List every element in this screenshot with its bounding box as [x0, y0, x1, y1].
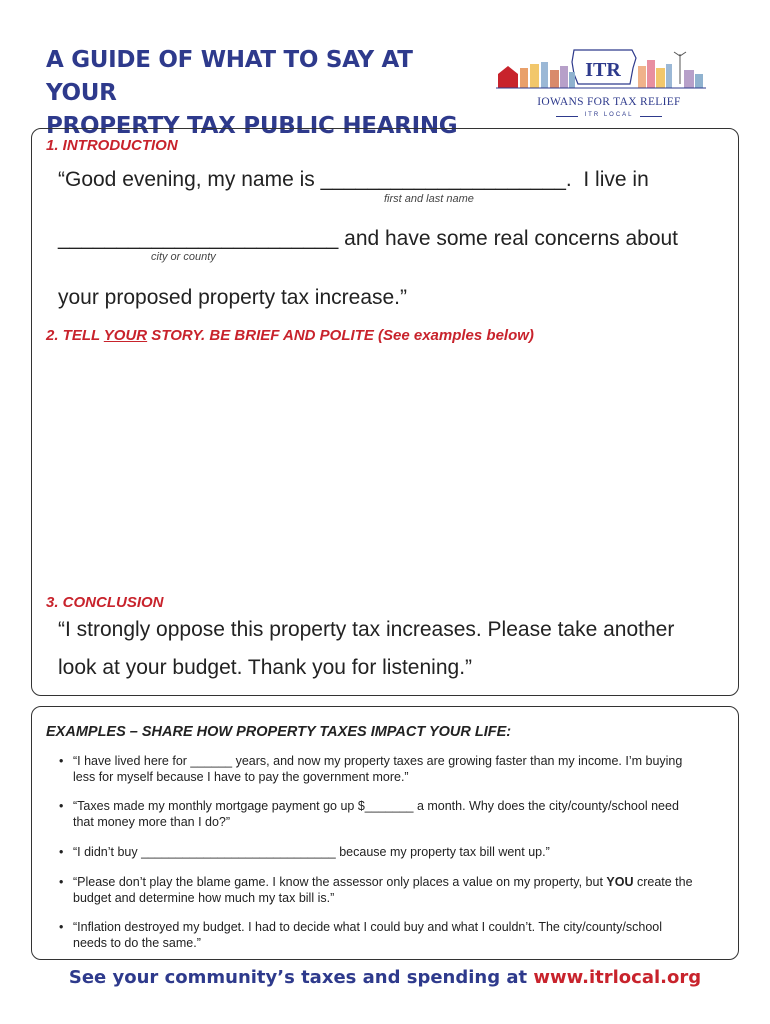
footer-link[interactable]: www.itrlocal.org — [533, 967, 702, 988]
example-4-post: create the — [633, 875, 693, 889]
example-item: • “Taxes made my monthly mortgage payment go up $_______ a month. Why does the city/county/school need that money more than I do?” — [62, 798, 712, 830]
example-1-line-1: “I have lived here for ______ years, and now my property taxes are growing faster than my income. I’m buying — [73, 754, 683, 768]
example-3-line-1: “I didn’t buy ____________________________ because my property tax bill went up.” — [73, 845, 550, 859]
example-2-line-1: “Taxes made my monthly mortgage payment go up $_______ a month. Why does the city/county/school need — [73, 799, 679, 813]
logo-text: ITR — [585, 59, 621, 81]
story-heading-pre: 2. TELL — [46, 327, 104, 344]
example-5-line-2: needs to do the same.” — [73, 936, 201, 950]
title-line-1: A GUIDE OF WHAT TO SAY AT YOUR — [46, 47, 413, 106]
footer — [0, 967, 770, 988]
story-heading — [46, 327, 534, 344]
example-item: • “I didn’t buy ____________________________ because my property tax bill went up.” — [62, 844, 712, 860]
example-item: • “I have lived here for ______ years, and now my property taxes are growing faster than my income. I’m buying less for myself because I have to pay the government more.” — [62, 753, 712, 785]
example-2-line-2: that money more than I do?” — [73, 815, 231, 829]
intro-line-3: your proposed property tax increase.” — [58, 286, 408, 309]
introduction-heading: 1. INTRODUCTION — [46, 137, 178, 154]
title-line-2: PROPERTY TAX PUBLIC HEARING — [46, 113, 458, 139]
conclusion-line-1: “I strongly oppose this property tax increases. Please take another — [58, 618, 675, 641]
intro-line-2: ________________________ and have some real concerns about — [58, 227, 679, 250]
conclusion-heading: 3. CONCLUSION — [46, 594, 164, 611]
example-4-pre: “Please don’t play the blame game. I know the assessor only places a value on my property, but — [73, 875, 607, 889]
story-writing-area[interactable] — [46, 352, 726, 588]
example-4-line-1 — [73, 874, 712, 890]
example-item: • “Inflation destroyed my budget. I had to decide what I could buy and what I couldn’t. The city/county/school needs to do the same.” — [62, 919, 712, 951]
logo-tagline: ITR LOCAL — [556, 112, 662, 118]
logo-name: IOWANS FOR TAX RELIEF — [537, 96, 681, 108]
hint-city-county: city or county — [151, 251, 216, 263]
skyline-logo-graphic — [496, 44, 706, 96]
example-4-bold: YOU — [606, 875, 634, 889]
hint-first-last-name: first and last name — [384, 193, 474, 205]
example-4-line-2: budget and determine how much my tax bill is.” — [73, 891, 335, 905]
story-heading-post: STORY. BE BRIEF AND POLITE (See examples below) — [147, 327, 534, 344]
example-item: • “Please don’t play the blame game. I know the assessor only places a value on my property, but YOU create the budget and determine how much my tax bill is.” — [62, 874, 712, 906]
examples-heading: EXAMPLES – SHARE HOW PROPERTY TAXES IMPACT YOUR LIFE: — [46, 724, 512, 740]
example-5-line-1: “Inflation destroyed my budget. I had to decide what I could buy and what I couldn’t. The city/county/school — [73, 920, 663, 934]
example-1-line-2: less for myself because I have to pay the government more.” — [73, 770, 409, 784]
intro-line-1: “Good evening, my name is _____________________. I live in — [58, 168, 649, 191]
story-heading-emphasis: YOUR — [103, 327, 148, 344]
conclusion-line-2: look at your budget. Thank you for listening.” — [58, 656, 473, 679]
footer-text: See your community’s taxes and spending at — [68, 967, 534, 988]
